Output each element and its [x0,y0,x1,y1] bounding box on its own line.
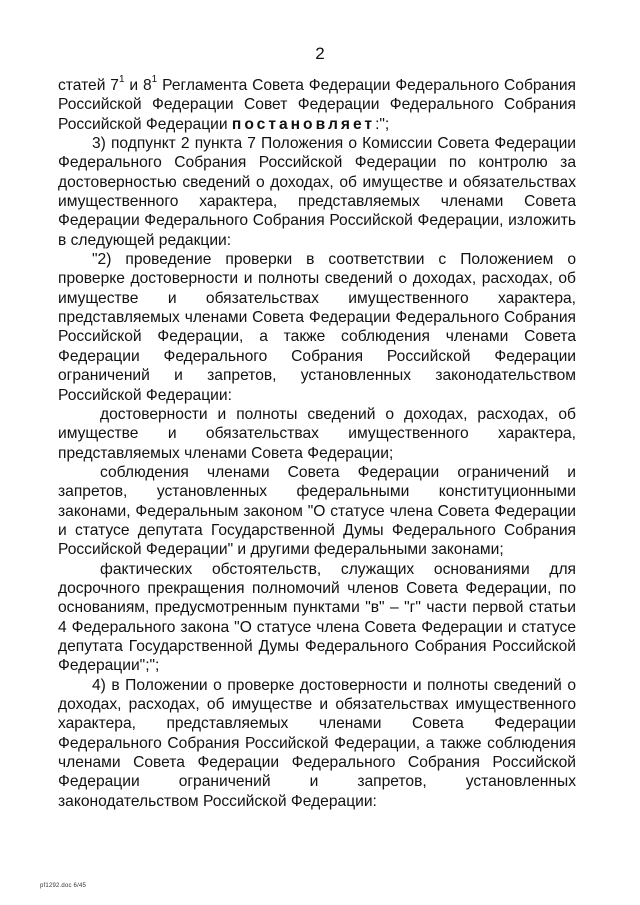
paragraph-reliability: достоверности и полноты сведений о доходах, расходах, об имуществе и обязательствах имущественного характера, представляемых членами Совета Федерации; [58,405,576,462]
paragraph-item-3: 3) подпункт 2 пункта 7 Положения о Комиссии Совета Федерации Федерального Собрания Российской Федерации по контролю за достоверностью сведений о доходах, об имуществе и обязательствах имущественного характера, представляемых членами Совета Федерации Федерального Собрания Российской Федерации, изложить в следующей редакции: [58,135,576,249]
text-articles: статей 7 [58,77,119,94]
decree-word: постановляет [231,115,376,133]
text-regulation: Регламента Совета Федерации Федерального Собрания Российской Федерации Совет Федерации Федерального Собрания Российской Федерации [58,77,576,133]
text-decree-tail: :"; [375,115,390,133]
paragraph-compliance: соблюдения членами Совета Федерации ограничений и запретов, установленных федеральными конституционными законами, Федеральным законом "О статусе члена Совета Федерации и статусе депутата Государственной Думы Федерального Собрания Российской Федерации" и другими федеральными законами; [58,463,576,559]
paragraph-subitem-2: "2) проведение проверки в соответствии с Положением о проверке достоверности и полноты сведений о доходах, расходах, об имуществе и обязательствах имущественного характера, представляемых членами Совета Федерации Федерального Собрания Российской Федерации, а также соблюдения членами Совета Федерации Федерального Собрания Российской Федерации ограничений и запретов, установленных законодательством Российской Федерации: [58,251,576,404]
superscript-2: 1 [151,73,158,85]
paragraph-circumstances: фактических обстоятельств, служащих основаниями для досрочного прекращения полномочий членов Совета Федерации, по основаниям, предусмотренным пунктами "в" – "г" части первой статьи 4 Федерального закона "О статусе члена Совета Федерации и статусе депутата Государственной Думы Федерального Собрания Российской Федерации";"; [58,560,576,675]
paragraph-decree [58,73,576,134]
footer-file-code: pf1292.doc 6/45 [40,883,87,889]
superscript-1: 1 [118,73,125,85]
text-and-8: и 8 [124,77,152,94]
document-body [58,73,576,811]
page-number: 2 [315,44,325,63]
paragraph-item-4: 4) в Положении о проверке достоверности и полноты сведений о доходах, расходах, об имуществе и обязательствах имущественного характера, представляемых членами Совета Федерации Федерального Собрания Российской Федерации, а также соблюдения членами Совета Федерации Федерального Собрания Российской Федерации ограничений и запретов, установленных законодательством Российской Федерации: [58,676,576,810]
